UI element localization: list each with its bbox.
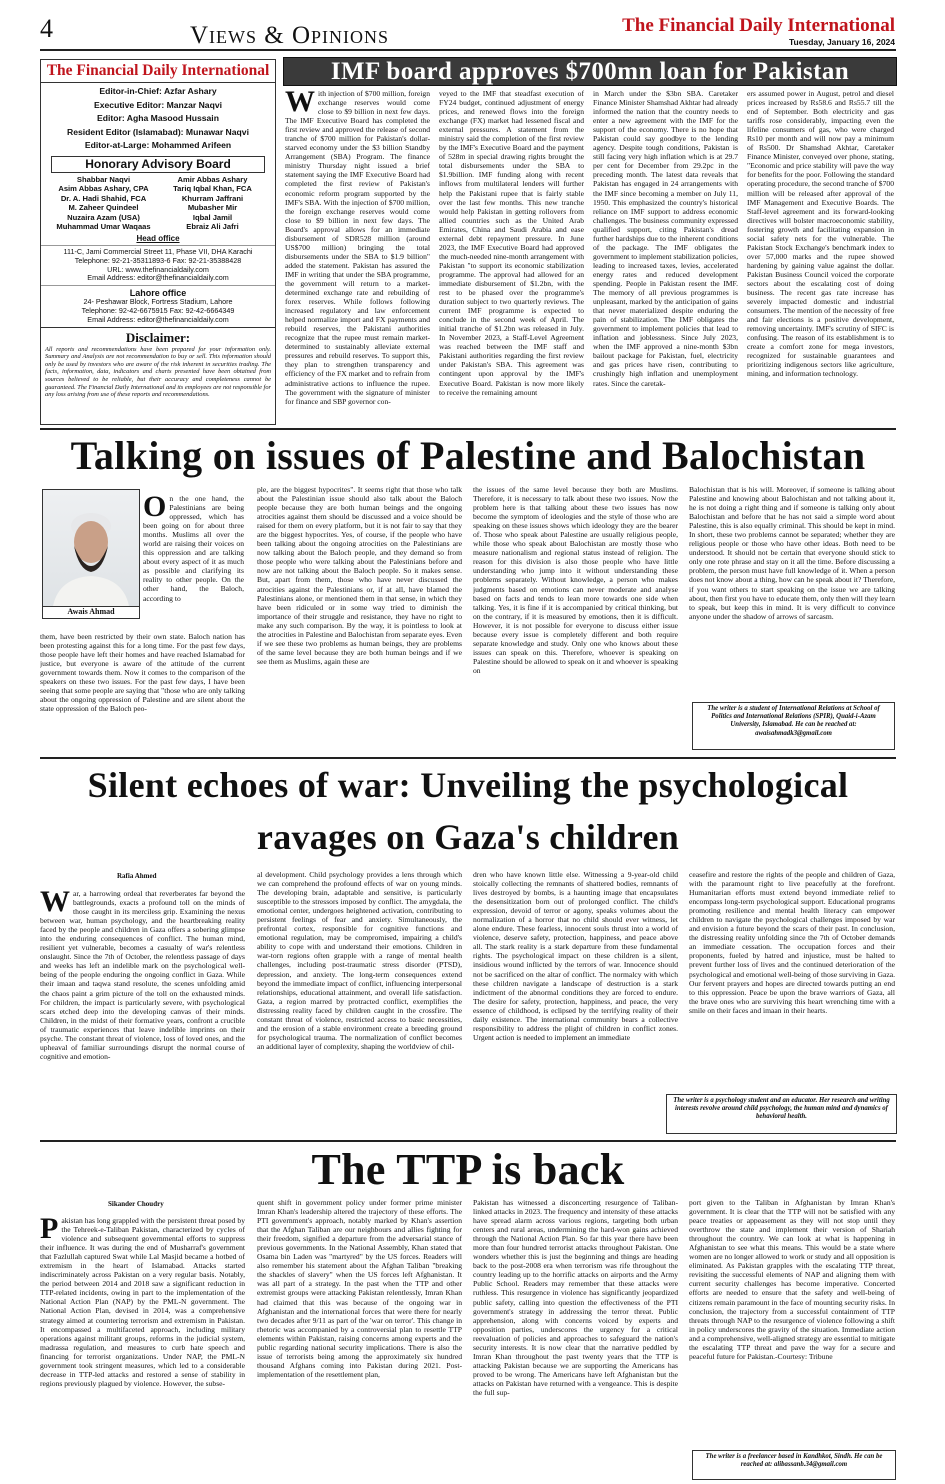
ttp-col-1-text: akistan has long grappled with the persistent threat posed by the Tehreek-e-Taliban Pakistan, characterized by cycles of violence and subsequent governmental efforts to suppress their influence. It was during the end of Musharraf's government that Fazlullah captured Swat while Lal Masjid became a hotbed of extremism in the heart of Islamabad. Attacks started indiscriminately across Pakistan on a very regular basis. Notably, the period between 2014 and 2018 saw a significant reduction in TTP-related incidents, owing in part to the implementation of the National Action Plan (NAP) by the PML-N government. The National Action Plan, devised in 2014, was a comprehensive strategy aimed at countering terrorism and extremism in Pakistan. It encompassed a multifaceted approach, including military operations against militant groups, reforms in the judicial system, madrassa regulation, and measures to curb hate speech and financing for terrorist organizations. Under NAP, the PML-N government took stringent measures, which led to a considerable decrease in TTP-led attacks and restored a sense of stability in regions previously plagued by violence. However, the subse- bbox=[40, 1216, 245, 1388]
masthead-title: The Financial Daily International bbox=[46, 62, 270, 79]
author-photo bbox=[42, 489, 140, 607]
author-caption: Awais Ahmad bbox=[42, 606, 140, 619]
staff-line: Editor-at-Large: Mohammed Arifeen bbox=[84, 140, 232, 150]
masthead-box bbox=[40, 59, 276, 425]
imf-col-1-text: ith injection of $700 million, foreign exchange reserves would come close to $9 billion in next few days. The IMF Executive Board has completed the first review and approved the release of second tranche of $700 million for Pakistan's dollar-starved economy under the $3 billion Standby Arrangement (SBA) Program. The finance ministry Thursday night issued a brief statement saying the IMF Executive Board had completed the first review of Pakistan's economic reform program supported by the IMF's SBA. With the injection of $700 million, the foreign exchange reserves would come close to $9 billion in next few days. The Board's approval allows for an immediate disbursement of SDR528 million (around US$700 million) bringing the total disbursements under the SBA to $1.9 billion" added the statement. Pakistan has assured the IMF in writing that under the SBA programme, the government will return to a market-determined exchange rate and rebuilding of forex reserves. While follows following increased regulatory and law enforcement helped normalize import and FX payments and rebuild reserves, the Pakistani authorities recognize that the rupee must remain market-determined to sustainably alleviate external pressures and rebuild reserves. To support this, they plan to strengthen transparency and efficiency of the FX market and to refrain from administrative actions to influence the rupee. The government with the signature of minister for finance and SBP governor con- bbox=[285, 89, 430, 406]
ttp-headline: The TTP is back bbox=[311, 1145, 625, 1194]
imf-col-4 bbox=[747, 89, 894, 423]
section-title: Views & Opinions bbox=[190, 22, 390, 49]
address-line: Telephone: 92-42-6675915 Fax: 92-42-6664349 bbox=[81, 306, 235, 316]
palestine-writer-note: The writer is a student of International Relations at School of Politics and International Relations (SPIR), Quaid-i-Azam University, Islamabad. He can be reached at: awaisahmadk3@gmail.com bbox=[692, 702, 895, 750]
ttp-col-2 bbox=[257, 1198, 462, 1481]
disclaimer-title: Disclaimer: bbox=[125, 329, 191, 345]
gaza-col-1-text: ar, a harrowing ordeal that reverberates far beyond the battlegrounds, exacts a profound toll on the minds of those caught in its merciless grip. Examining the nexus between war, human psychology, and the heartbreaking reality faced by the people and children in Gaza offers a sobering glimpse into the enduring consequences of conflict. The human mind, resilient yet vulnerable, becomes a casualty of war's relentless onslaught. Since the 7th of October, the relentless passage of days and weeks has left an indelible mark on the psychological well-being of the people enduring the ongoing conflict in Gaza. While their imaan and taqwa stand resolute, the scenes unfolding amid the chaos paint a grim picture of the toll on the exhausted minds. For children, the impact is particularly severe, with psychological scars etched deep into the developing canvas of their minds. Children, in the midst of their formative years, confront a crucible of traumatic experiences that leave indelible imprints on their psyche. The constant threat of violence, loss of loved ones, and the upheaval of familiar surroundings disrupt the normal course of cognitive and emotion- bbox=[40, 889, 245, 1061]
imf-col-3 bbox=[593, 89, 738, 423]
gaza-col-3 bbox=[473, 870, 678, 1132]
board-member: M. Zaheer Quindeel bbox=[68, 203, 139, 213]
address-line: Email Address: editor@thefinancialdaily.com bbox=[87, 314, 229, 324]
advisory-board-title: Honorary Advisory Board bbox=[51, 156, 265, 173]
palestine-lead bbox=[143, 494, 244, 632]
address-line: Email Address: editor@thefinancialdaily.com bbox=[87, 273, 229, 283]
address-line: 24- Peshawar Block, Fortress Stadium, Lahore bbox=[83, 297, 233, 307]
palestine-col-1-text: them, have been restricted by their own state. Baloch nation has been protesting against this for a long time. For the past few days, those people have left their homes and have reached Islamabad for justice, but everyone is aware of the attitude of the current government towards them. Now it comes to the comparison of the speakers on these two issues. For the past few days, I have been seeing that some people are saying that "those who are only talking about the ongoing oppression of Palestine and are silent about the state oppression of the Baloch peo- bbox=[40, 632, 245, 714]
staff-line: Resident Editor (Islamabad): Munawar Naqvi bbox=[67, 126, 249, 137]
divider-3 bbox=[40, 1140, 896, 1142]
gaza-writer-note: The writer is a psychology student and an educator. Her research and writing interests revolve around child psychology, the human mind and dynamics of behavioral health. bbox=[666, 1094, 897, 1134]
gaza-col-4-text: ceasefire and restore the rights of the people and children of Gaza, with the paramount right to live peacefully at the forefront. Humanitarian efforts must extend beyond immediate relief to encompass long-term psychological support. Educational programs promoting resilience and mental health literacy can empower children to navigate the psychological challenges imposed by war and envision a future beyond the scars of their past. In conclusion, the distressing reality unfolding since the 7th of October demands an immediate cessation. The occupation forces and their proponents, fueled by hatred and injustice, must be halted to prevent further loss of lives and the continued deterioration of the psychological and emotional well-being of those surviving in Gaza. Our fervent prayers and hopes are directed towards putting an end to this oppression. Peace be upon the brave warriors of Gaza, all the brave ones who are surviving this heart wrenching time with a smile on their faces and imaan in their hearts. bbox=[689, 870, 895, 1015]
lahore-office-address bbox=[41, 298, 275, 324]
address-line: Telephone: 92-21-35311893-6 Fax: 92-21-35388428 bbox=[74, 255, 242, 265]
address-line: URL: www.thefinancialdaily.com bbox=[107, 264, 209, 274]
imf-col-1 bbox=[285, 89, 430, 423]
palestine-col-4-text: Balochistan that is his will. Moreover, if someone is talking about Palestine and knowing about Balochistan and not talking about it, he is not doing a right thing and if someone is talking only about Balochistan and before that he has not said a simple word about Palestine, this is also equally criminal. This should be kept in mind. In short, these two problems cannot be separated; whether they are religious people or those who have other ideas. Both need to be understood. It should not be certain that everyone should stick to only one rote phrase and stay on it all the time. Before discussing a problem, the person must have full knowledge of it. When a person does not know about a thing, how can he speak about it? Therefore, if you want others to start speaking on the issue we are talking about, then first you have to educate them, only then will they learn to speak, but keep this in mind. It is very difficult to convince anyone under the shadow of arrows of sarcasm. bbox=[689, 485, 895, 621]
board-left-list bbox=[49, 175, 158, 233]
lahore-office-title: Lahore office bbox=[129, 288, 187, 299]
head-office-title: Head office bbox=[136, 234, 180, 244]
palestine-col-4 bbox=[689, 485, 895, 690]
ttp-writer-note: The writer is a freelancer based in Kandhkot, Sindh. He can be reached at: alibassanb.34@gmail.com bbox=[692, 1450, 896, 1480]
board-member: Amir Abbas Ashary bbox=[177, 174, 248, 184]
board-member: Shabbar Naqvi bbox=[76, 174, 131, 184]
gaza-col-1 bbox=[40, 889, 245, 1132]
gaza-headline-line-2: ravages on Gaza's children bbox=[256, 817, 680, 857]
ttp-col-4-text: port given to the Taliban in Afghanistan by Imran Khan's government. It is clear that the TTP will not be satisfied with any peace treaties or appeasement as they will not stop until they overthrow the state and implement their version of Shariah throughout the country. We can look at what is happening in Afghanistan to see what this means. This would be a state where women are no longer allowed to work or study and all opposition is eliminated. As Pakistan grapples with the escalating TTP threat, revisiting the successful elements of NAP and aligning them with current security challenges has become imperative. Concerted efforts are needed to ensure that the safety and well-being of citizens remain paramount in the face of mounting security risks. In conclusion, the trajectory from a successful containment of TTP threats through NAP to the resurgence of violence following a shift in policy underscores the gravity of the situation. Immediate action and a comprehensive, well-aligned strategy are essential to mitigate the escalating TTP threat and pave the way for a secure and peaceful future for Pakistan.-Courtesy: Tribune bbox=[689, 1198, 895, 1361]
gaza-dropcap: W bbox=[40, 889, 70, 918]
staff-line: Executive Editor: Manzar Naqvi bbox=[94, 99, 222, 110]
imf-col-4-text: ers assumed power in August, petrol and diesel prices increased by Rs58.6 and Rs55.7 till the end of September. Both electricity and gas tariffs rose considerably, impacting even the lifeline consumers of gas, who were charged Rs10 per month and will now pay a minimum of Rs500. Dr Shamshad Akhtar, Caretaker Finance Minister, conveyed over phone, stating, "Economic and price stability will pave the way for benefits for the poor. Following the standard operating procedure, the second tranche of $700 million will be released after approval of the IMF Management and Executive Boards. The Staff-level agreement and its forward-looking directives will bolster macroeconomic stability, fostering growth and facilitating expansion in social safety nets for the vulnerable. The Pakistan Stock Exchange's benchmark index to over 57,000 marks and the rupee showed hardening by gaining value against the dollar. Pakistan Business Council voiced the corporate sectors about the escalating cost of doing business. The recent gas rate increase has severely impacted domestic and industrial consumers. The mention of the necessity of free and fair elections is a positive development, removing uncertainty. IMF's scrutiny of SIFC is confusing. The reason of its establishment is to create a comfort zone for mega investors, recognized for sustainable guarantees and prioritizing indigenous sectors like agriculture, mining, and information technology. bbox=[747, 89, 894, 379]
board-member: Asim Abbas Ashary, CPA bbox=[58, 184, 149, 194]
board-member: Dr. A. Hadi Shahid, FCA bbox=[60, 193, 147, 203]
imf-headline: IMF board approves $700mn loan for Pakistan bbox=[330, 58, 850, 85]
staff-line: Editor-in-Chief: Azfar Ashary bbox=[99, 86, 217, 96]
ttp-col-3 bbox=[473, 1198, 678, 1481]
palestine-dropcap: O bbox=[143, 494, 167, 523]
ttp-col-2-text: quent shift in government policy under former prime minister Imran Khan's leadership altered the trajectory of these efforts. The PTI government's approach, notably marked by Khan's assertion that the Afghan Taliban are our neighbours and allies fighting for their freedom, signified a departure from the adversarial stance of previous governments. In the National Assembly, Khan stated that Osama bin Laden was "martyred" by the US forces. Readers will also remember his statement about the Afghan Taliban "breaking the shackles of slavery" when the US forces left Afghanistan. It was all part of a strategy. In the past when the TTP and other extremist groups were attacking Pakistan relentlessly, Imran Khan had claimed that this was because of the ongoing war in Afghanistan and the international forces that were there for nearly two decades after 9/11 as part of the 'war on terror'. This change in rhetoric was accompanied by a controversial plan to resettle TTP elements within Pakistan, raising concerns among experts and the public regarding national security implications. There is also the issue of terrorists being among the approximately six hundred thousand Afghans coming into Pakistan during 2021. Post-implementation of the resettlement plan, bbox=[257, 1198, 462, 1379]
gaza-headline-line-1: Silent echoes of war: Unveiling the psychological bbox=[87, 765, 849, 805]
imf-headline-box bbox=[283, 57, 897, 86]
issue-date: Tuesday, January 16, 2024 bbox=[789, 37, 895, 47]
palestine-col-1 bbox=[40, 632, 245, 752]
imf-col-3-text: in March under the $3bn SBA. Caretaker Finance Minister Shamshad Akhtar had already informed the nation that the country needs to enter a new agreement with the IMF for the support of the economy. There is no hope that Pakistan could say goodbye to the lending agency. Despite tough conditions, Pakistan is still facing very high inflation which is at 29.7 per cent for December from 29.2pc in the preceding month. The latest data reveals that Pakistan has engaged in 24 arrangements with the IMF since becoming a member on July 11, 1950. This emphasized the country's historical reliance on IMF support to address economic challenges. The business community expressed qualified support, citing Pakistan's dread further hardships due to the inherent conditions of the package. The IMF obligates the government to implement stabilization policies, leading to increased taxes, levies, accelerated energy rates and reduced development spending. People in Pakistan resent the IMF. The memory of all previous programmes is unpleasant, marked by the anticipation of gains that never materialized despite enduring the pain of stabilization. The IMF obligates the government to implement policies that lead to inflation and joblessness. Since July 2023, when the IMF approved a nine-month $3bn bailout package for Pakistan, fuel, electricity and gas prices have risen, contributing to crushingly high inflation and unemployment rates. Since the caretak- bbox=[593, 89, 738, 388]
head-office-address bbox=[41, 248, 275, 283]
board-member: Ebraiz Ali Jafri bbox=[186, 222, 239, 232]
gaza-byline: Rafia Ahmed bbox=[117, 872, 157, 880]
editorial-staff bbox=[41, 85, 275, 153]
author-portrait-image bbox=[43, 490, 139, 606]
board-member: Muhammad Umar Waqaas bbox=[56, 222, 151, 232]
imf-col-2-text: veyed to the IMF that steadfast execution of FY24 budget, continued adjustment of energy prices, and renewed flows into the foreign exchange (FX) market had lessened fiscal and external pressures. A statement from the ministry said the completion of the first review by the IMF's Executive Board and the payment of 528m in special drawing rights brought the total disbursements under the SBA to $1.9billion. IMF funding along with recent inflows from multilateral lenders will further help the Pakistani rupee that is fairly stable over the last few months. This new tranche would help Pakistan in getting rollovers from allied countries such as the United Arab Emirates, China and Saudi Arabia and ease external debt repayment pressure. In June 2023, the IMF Executive Board had approved the much-needed nine-month arrangement with Pakistan "to support its economic stabilization programme. The approval had allowed for an immediate disbursement of $1.2bn, with the rest to be phased over the programme's duration subject to two quarterly reviews. The current IMF programme is expected to conclude in the second week of April. The initial tranche of $1.2bn was released in July. In November 2023, a Staff-Level Agreement was reached between the IMF staff and Pakistani authorities regarding the first review under Pakistan's SBA. This agreement was contingent upon approval by the IMF's Executive Board. Pakistan is now more likely to receive the remaining amount bbox=[439, 89, 584, 397]
page-number: 4 bbox=[40, 14, 53, 43]
gaza-col-3-text: dren who have known little else. Witnessing a 9-year-old child stoically collecting the remnants of shattered bodies, remnants of lives destroyed by bombs, is a haunting image that encapsulates the desensitization born out of prolonged conflict. The child's expression, devoid of terror or agony, speaks volumes about the normalization of a horror that no child should ever witness, let alone endure. These fearless, innocent souls thrust into a world of violence, deserve safety, protection, happiness, and peace above all. The stark reality is a stark departure from these fundamental rights. The psychological impact on these children is a silent, insidious wound inflicted by the terrors of war. Innocence should not be sacrificed on the altar of conflict. The normalcy with which these children navigate a landscape of destruction is a stark indictment of the abnormal conditions they are forced to endure. The desire for safety, protection, happiness, and peace, the very essence of childhood, is eclipsed by the terrifying reality of their daily existence. The international community bears a collective responsibility to address the plight of children in conflict zones. Urgent action is needed to implement an immediate bbox=[473, 870, 678, 1042]
imf-col-2 bbox=[439, 89, 584, 423]
ttp-col-1 bbox=[40, 1216, 245, 1481]
address-line: 111-C, Jami Commercial Street 11, Phase VII, DHA Karachi bbox=[63, 247, 253, 257]
palestine-col-2 bbox=[257, 485, 462, 752]
palestine-col-2-text: ple, are the biggest hypocrites". It seems right that those who talk about the Palestinian issue should also talk about the Baloch people because they are both human beings and the ongoing atrocities against them should be discussed and a voice should be raised for them on every platform, but it is not fair to say that they are the biggest hypocrites. Yes, of course, if the people who have been talking about the ongoing atrocities on the Palestinians are now talking about the Baloch people, and they demand so from those people who were talking about the Palestinians before and now are not talking about the Baloch people. So it makes sense. But, apart from them, those who have never discussed the atrocities against the Palestinians or, if at all, have blamed the Palestinians alone, or mentioned them in that sense, in which they have been ridiculed or in some way tried to diminish the importance of their struggle and resistance, they have no right to make any such comparison. By the way, it is pointless to look at the atrocities in Palestine and Balochistan from separate eyes. Even if we see these two problems as human beings, they are problems of the same level because they are both human beings and if we see them as Muslims, again these are bbox=[257, 485, 462, 666]
imf-dropcap: W bbox=[285, 89, 315, 118]
palestine-col-3-text: the issues of the same level because they both are Muslims. Therefore, it is necessary to talk about these two issues. Now the problem here is that talking about these two issues has now become the symptom of ideologies and the style of those who are speaking on these issues shows which ideology they are the bearer of. Those who speak about Palestine are usually religious people, while those who speak about Balochistan are mostly those who measure nationalism and regional status instead of religion. The reason for this division is also those people who have little understanding who jump into it without understanding these problems separately. Without knowledge, a person who makes judgments based on emotions can never moderate and analyse based on facts and tends to lean more towards one side when talking. Yes, it is fine if it is accompanied by critical thinking, but on the contrary, if it is measured by emotions, then it is difficult. However, it is not possible for everyone to discuss either issue because every issue is completely different and both require separate knowledge and study. Only one who knows about these issues can speak on this. Therefore, whoever is speaking on Palestine should be allowed to speak on it and whoever is speaking on bbox=[473, 485, 678, 675]
board-member: Tariq Iqbal Khan, FCA bbox=[173, 184, 252, 194]
staff-line: Editor: Agha Masood Hussain bbox=[97, 113, 219, 123]
board-member: Nuzaira Azam (USA) bbox=[67, 212, 140, 222]
palestine-col-3 bbox=[473, 485, 678, 752]
header-rule bbox=[40, 49, 896, 51]
ttp-col-4 bbox=[689, 1198, 895, 1443]
board-right-list bbox=[158, 175, 267, 233]
ttp-dropcap: P bbox=[40, 1216, 59, 1245]
board-member: Iqbal Jamil bbox=[192, 212, 233, 222]
palestine-lead-text: n the one hand, the Palestinians are being oppressed, which has been going on for about three months. Muslims all over the world are raising their voices on this oppression and are talking about every aspect of it as much as possible and clarifying its reality to other people. On the other hand, the Baloch, according to bbox=[143, 494, 244, 603]
ttp-col-3-text: Pakistan has witnessed a disconcerting resurgence of Taliban-linked attacks in 2023. The frequency and intensity of these attacks have spread alarm across various regions, targeting both urban centers and rural areas, undermining the hard-won gains achieved through the National Action Plan. So far this year there have been more than four hundred terrorist attacks throughout Pakistan. One wonders whether this is just the beginning and things are heading back to the post-2008 era when terrorism was rife throughout the country leading up to the horrific attacks on airports and the Army Public School. Readers may remember that these attacks were ruthless. This resurgence in violence has significantly jeopardized public safety, calling into question the effectiveness of the PTI government's strategy in addressing the terror threat. Public apprehension, along with concerns voiced by experts and opposition parties, underscores the urgency for a critical reevaluation of policies and approaches to safeguard the nation's security interests. It is now clear that the narrative peddled by Imran Khan throughout the past twenty years that the TTP is attacking Pakistan because we are supporting the Americans has proved to be wrong. The Americans have left Afghanistan but the attacks on Pakistan have returned with a vengeance. This is despite the full sup- bbox=[473, 1198, 678, 1397]
gaza-col-2 bbox=[257, 870, 462, 1132]
palestine-headline: Talking on issues of Palestine and Balochistan bbox=[70, 433, 866, 478]
ttp-byline: Sikander Choudry bbox=[108, 1200, 164, 1208]
board-member: Mubasher Mir bbox=[187, 203, 238, 213]
board-member: Khurram Jaffrani bbox=[181, 193, 244, 203]
divider-1 bbox=[40, 428, 896, 430]
gaza-col-4 bbox=[689, 870, 895, 1088]
divider-2 bbox=[40, 757, 896, 759]
gaza-col-2-text: al development. Child psychology provides a lens through which we can comprehend the profound effects of war on young minds. The developing brain, adaptable and sensitive, is particularly susceptible to the stressors imposed by conflict. The amygdala, the emotional center, undergoes heightened activation, contributing to persistent feelings of fear and anxiety. Simultaneously, the prefrontal cortex, responsible for cognitive functions and emotional regulation, may be compromised, impairing a child's ability to cope with and understand their emotions. Children in war-torn regions often grapple with a range of mental health challenges, including post-traumatic stress disorder (PTSD), depression, and anxiety. The long-term consequences extend beyond the immediate impact of conflict, influencing interpersonal relationships, educational attainment, and overall life satisfaction. Gaza, a region marred by protracted conflict, exemplifies the distressing reality faced by children caught in the crossfire. The constant threat of violence, restricted access to basic necessities, and the erosion of a stable environment create a breeding ground for psychological trauma. The normalization of conflict becomes an additional layer of complexity, shaping the worldview of chil- bbox=[257, 870, 462, 1051]
disclaimer-text: All reports and recommendations have been prepared for your information only. Summary and Analysis are not recommendation to buy or sell. This information should only be used by investors who are aware of the risk inherent in securities trading. The facts, information, data, indicators and charts presented have been obtained from sources believed to be reliable, but their accuracy and completeness cannot be guaranteed. The Financial Daily International and its employees are not responsible for any loss arising from use of these reports and recommendations. bbox=[45, 345, 272, 398]
paper-name: The Financial Daily International bbox=[622, 15, 895, 36]
